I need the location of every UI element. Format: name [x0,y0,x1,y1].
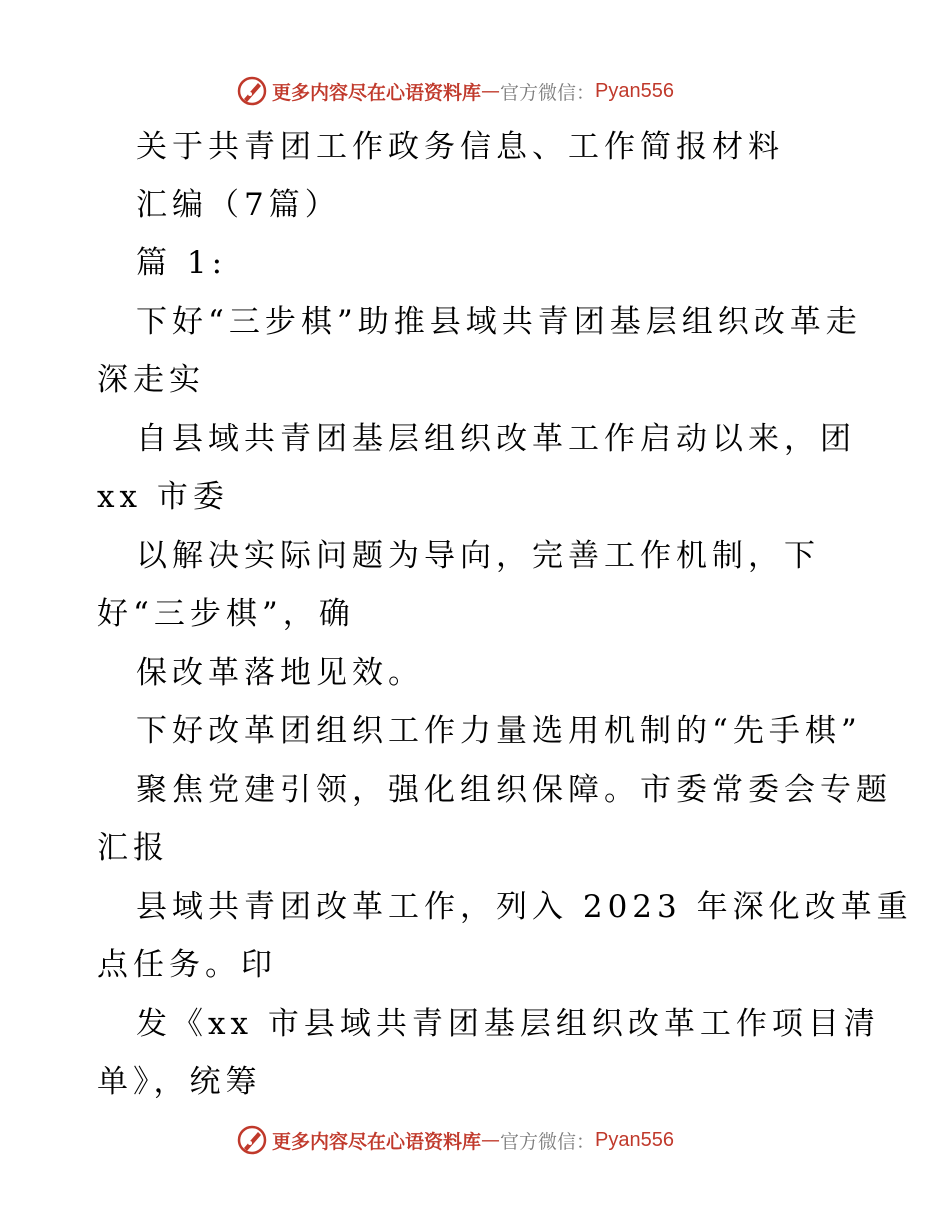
body-line: 下好改革团组织工作力量选用机制的“先手棋” [136,713,862,749]
body-line: 自县域共青团基层组织改革工作启动以来，团 [136,421,856,457]
body-line: 汇报 [97,830,169,866]
body-line: 发《xx 市县域共青团基层组织改革工作项目清 [136,1006,880,1042]
watermark-account: Pyan556 [595,79,674,102]
section-heading: 篇 1: [136,245,228,281]
watermark-label: 官方微信： [500,1130,596,1153]
body-line: 保改革落地见效。 [136,655,424,691]
body-line: 聚焦党建引领，强化组织保障。市委常委会专题 [136,772,892,808]
document-title-line-1: 关于共青团工作政务信息、工作简报材料 [136,129,784,165]
watermark-site-text: 更多内容尽在心语资料库 [272,81,482,104]
body-line: xx 市委 [97,479,229,515]
watermark-site-text: 更多内容尽在心语资料库 [272,1130,482,1153]
body-line: 点任务。印 [97,947,277,983]
body-line: 好“三步棋”，确 [97,596,355,632]
pen-nib-logo-icon [236,75,268,107]
body-line: 单》，统筹 [97,1064,262,1100]
watermark-banner-top [236,73,674,109]
watermark-separator: — [481,1129,501,1151]
body-line: 县域共青团改革工作，列入 2023 年深化改革重 [136,889,913,925]
watermark-banner-bottom [236,1122,674,1158]
watermark-label: 官方微信： [500,81,596,104]
document-title-line-2: 汇编（7篇） [136,187,341,223]
pen-nib-logo-icon [236,1124,268,1156]
body-line: 下好“三步棋”助推县域共青团基层组织改革走 [136,304,862,340]
body-line: 深走实 [97,362,205,398]
watermark-separator: — [481,80,501,102]
watermark-account: Pyan556 [595,1128,674,1151]
body-line: 以解决实际问题为导向，完善工作机制，下 [136,538,820,574]
